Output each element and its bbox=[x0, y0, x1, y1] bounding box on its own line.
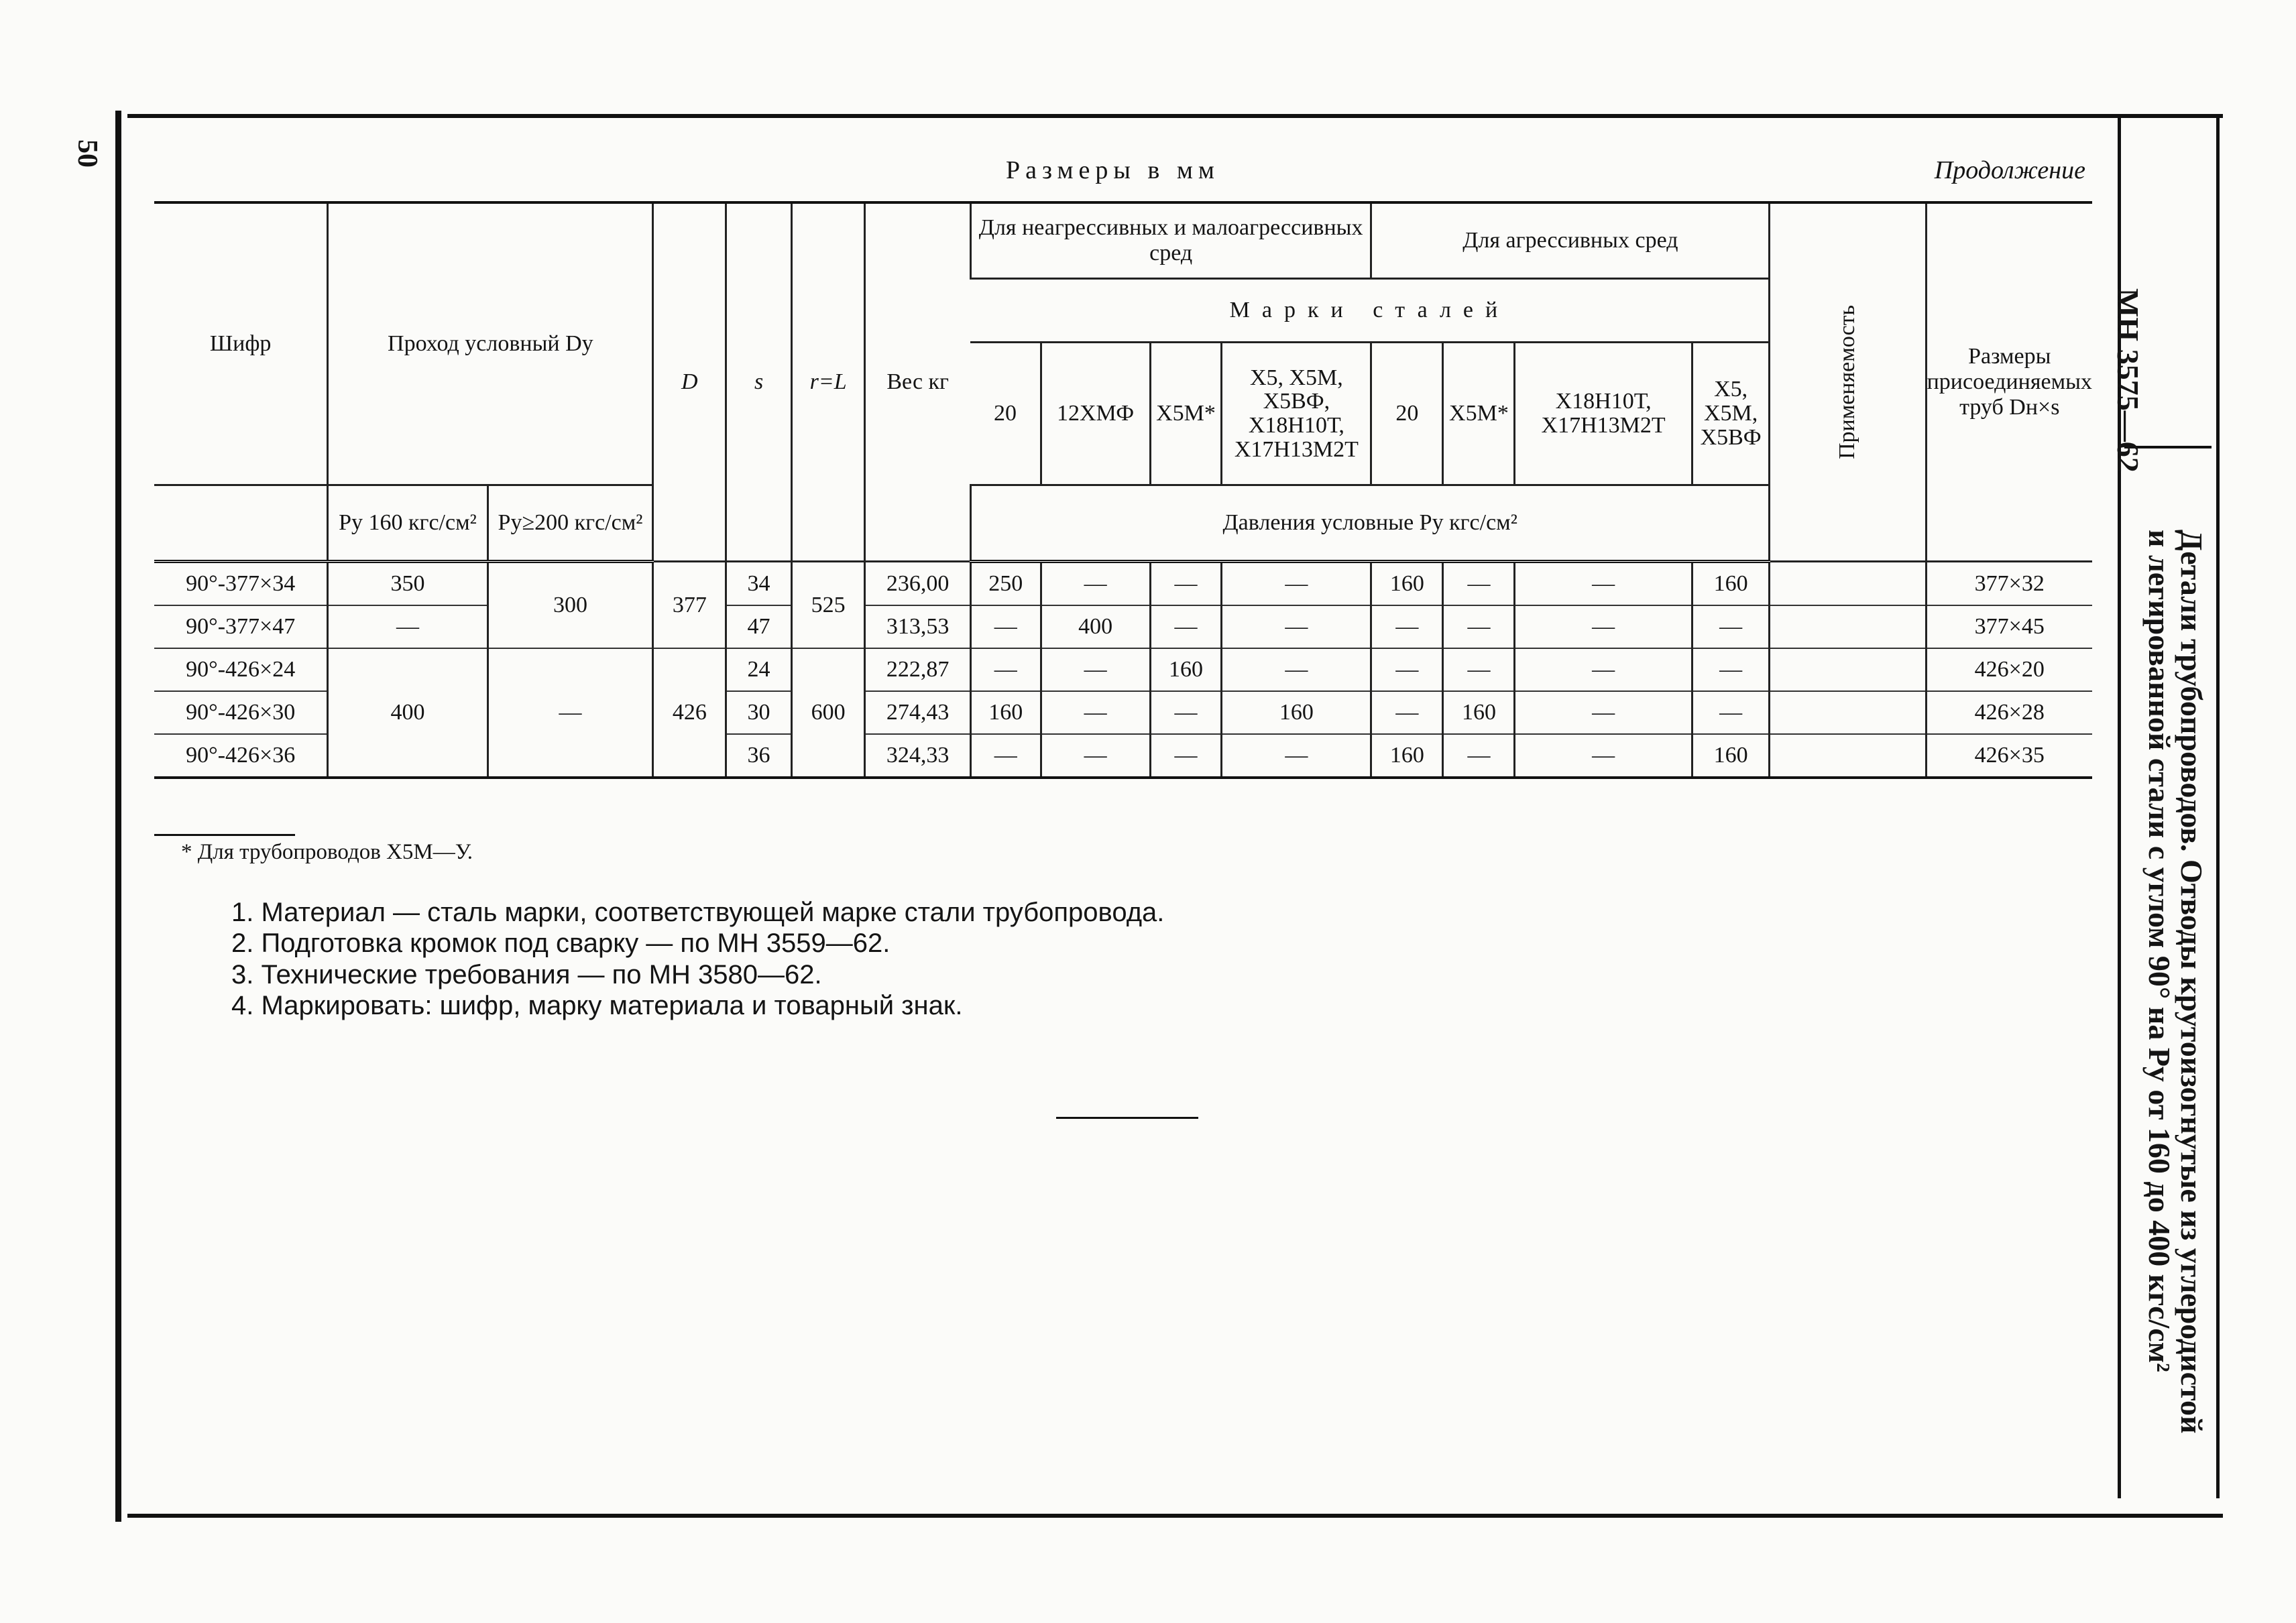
header-pipe-sizes: Размеры присоединяемых труб Dн×s bbox=[1926, 202, 2092, 562]
applicability-cell bbox=[1770, 605, 1926, 648]
header-cipher: Шифр bbox=[154, 202, 328, 485]
grade-header: Х5М* bbox=[1443, 343, 1515, 485]
header-s: s bbox=[726, 202, 792, 562]
pressure-cell: 160 bbox=[1371, 562, 1443, 606]
s-cell: 30 bbox=[726, 691, 792, 734]
pressure-cell: 160 bbox=[1150, 648, 1222, 691]
header-D: D bbox=[653, 202, 726, 562]
pressure-cell: — bbox=[1443, 648, 1515, 691]
cipher-cell: 90°-377×34 bbox=[154, 562, 328, 606]
header-py160: Pу 160 кгс/см² bbox=[328, 485, 487, 562]
pipe-size-cell: 426×28 bbox=[1926, 691, 2092, 734]
grade-header: 20 bbox=[970, 343, 1041, 485]
pressure-cell: — bbox=[1515, 605, 1692, 648]
applicability-cell bbox=[1770, 648, 1926, 691]
s-cell: 47 bbox=[726, 605, 792, 648]
pressure-cell: — bbox=[1515, 562, 1692, 606]
pressure-cell: — bbox=[1041, 562, 1150, 606]
frame-bottom-rule bbox=[127, 1514, 2223, 1518]
s-cell: 34 bbox=[726, 562, 792, 606]
header-pressures: Давления условные Pу кгс/см² bbox=[970, 485, 1769, 562]
header-non-aggressive: Для неагрессивных и малоагрессивных сред bbox=[970, 202, 1371, 279]
grade-header: 12ХМФ bbox=[1041, 343, 1150, 485]
title-line-2: и легированной стали с углом 90° на Pу от 160 до 400 кгс/см² bbox=[2142, 530, 2177, 1372]
pressure-cell: — bbox=[1222, 648, 1371, 691]
table-row bbox=[154, 605, 2092, 648]
cipher-cell: 90°-426×24 bbox=[154, 648, 328, 691]
page-number: 50 bbox=[72, 139, 103, 168]
document-title bbox=[2142, 530, 2207, 1468]
pressure-cell: — bbox=[970, 734, 1041, 778]
note-item: 1. Материал — сталь марки, соответствующей марке стали трубопровода. bbox=[231, 898, 1165, 927]
s-cell: 24 bbox=[726, 648, 792, 691]
pipe-size-cell: 426×35 bbox=[1926, 734, 2092, 778]
pressure-cell: — bbox=[1041, 648, 1150, 691]
dy200-cell: — bbox=[487, 648, 653, 778]
header-applicability: Применяемость bbox=[1770, 202, 1926, 562]
pressure-cell: — bbox=[1692, 605, 1770, 648]
header-weight: Вес кг bbox=[865, 202, 971, 562]
header-aggressive: Для агрессивных сред bbox=[1371, 202, 1770, 279]
pressure-cell: 250 bbox=[970, 562, 1041, 606]
notes-list bbox=[231, 897, 1164, 1022]
weight-cell: 222,87 bbox=[865, 648, 971, 691]
grade-header: Х5, Х5М, Х5ВФ, Х18Н10Т, Х17Н13М2Т bbox=[1222, 343, 1371, 485]
applicability-cell bbox=[1770, 691, 1926, 734]
pressure-cell: — bbox=[970, 605, 1041, 648]
note-item: 3. Технические требования — по МН 3580—62. bbox=[231, 959, 822, 989]
table-row bbox=[154, 648, 2092, 691]
frame-outer-right-rule bbox=[2216, 117, 2220, 1498]
pressure-cell: — bbox=[1222, 734, 1371, 778]
pressure-cell: — bbox=[1150, 691, 1222, 734]
table-caption bbox=[154, 156, 2085, 196]
pipe-size-cell: 377×32 bbox=[1926, 562, 2092, 606]
footnote: * Для трубопроводов Х5М—У. bbox=[181, 840, 473, 864]
note-item: 2. Подготовка кромок под сварку — по МН 3559—62. bbox=[231, 928, 891, 959]
pressure-cell: 160 bbox=[1692, 562, 1770, 606]
pressure-cell: — bbox=[1222, 605, 1371, 648]
frame-top-rule bbox=[127, 114, 2223, 118]
pressure-cell: — bbox=[1515, 691, 1692, 734]
weight-cell: 313,53 bbox=[865, 605, 971, 648]
header-nominal-pass: Проход условный Dу bbox=[328, 202, 653, 485]
applicability-cell bbox=[1770, 734, 1926, 778]
rL-cell: 600 bbox=[791, 648, 865, 778]
applicability-cell bbox=[1770, 562, 1926, 606]
grade-header: Х5, Х5М, Х5ВФ bbox=[1692, 343, 1770, 485]
pressure-cell: 400 bbox=[1041, 605, 1150, 648]
table-row bbox=[154, 562, 2092, 606]
pressure-cell: — bbox=[1222, 562, 1371, 606]
D-cell: 377 bbox=[653, 562, 726, 649]
pressure-cell: — bbox=[1515, 648, 1692, 691]
pipe-size-cell: 426×20 bbox=[1926, 648, 2092, 691]
dy200-cell: 300 bbox=[487, 562, 653, 649]
end-rule bbox=[1056, 1117, 1198, 1119]
pressure-cell: — bbox=[1371, 691, 1443, 734]
grade-header: 20 bbox=[1371, 343, 1443, 485]
pressure-cell: — bbox=[1041, 734, 1150, 778]
continued-caption: Продолжение bbox=[1934, 156, 2085, 184]
pressure-cell: — bbox=[1150, 605, 1222, 648]
grade-header: Х18Н10Т, Х17Н13М2Т bbox=[1515, 343, 1692, 485]
frame-left-rule bbox=[115, 111, 121, 1522]
pressure-cell: — bbox=[1443, 562, 1515, 606]
pressure-cell: — bbox=[1443, 605, 1515, 648]
D-cell: 426 bbox=[653, 648, 726, 778]
weight-cell: 324,33 bbox=[865, 734, 971, 778]
pressure-cell: 160 bbox=[970, 691, 1041, 734]
footnote-rule bbox=[154, 834, 295, 836]
pressure-cell: 160 bbox=[1371, 734, 1443, 778]
pressure-cell: — bbox=[1692, 691, 1770, 734]
standard-code: МН 3575—62 bbox=[2111, 288, 2145, 473]
note-item: 4. Маркировать: шифр, марку материала и товарный знак. bbox=[231, 991, 963, 1021]
pressure-cell: — bbox=[1041, 691, 1150, 734]
pressure-cell: — bbox=[1443, 734, 1515, 778]
cipher-spacer bbox=[154, 485, 328, 562]
dy160-cell: — bbox=[328, 605, 487, 648]
pressure-cell: — bbox=[970, 648, 1041, 691]
pressure-cell: — bbox=[1692, 648, 1770, 691]
pressure-cell: 160 bbox=[1443, 691, 1515, 734]
dy160-cell: 350 bbox=[328, 562, 487, 606]
cipher-cell: 90°-426×30 bbox=[154, 691, 328, 734]
pressure-cell: — bbox=[1371, 648, 1443, 691]
header-rL: r=L bbox=[791, 202, 865, 562]
pipe-size-cell: 377×45 bbox=[1926, 605, 2092, 648]
pressure-cell: — bbox=[1150, 734, 1222, 778]
pressure-cell: 160 bbox=[1222, 691, 1371, 734]
weight-cell: 274,43 bbox=[865, 691, 971, 734]
pressure-cell: — bbox=[1150, 562, 1222, 606]
header-py200: Pу≥200 кгс/см² bbox=[487, 485, 653, 562]
data-table bbox=[154, 201, 2092, 779]
s-cell: 36 bbox=[726, 734, 792, 778]
dy160-cell: 400 bbox=[328, 648, 487, 778]
cipher-cell: 90°-426×36 bbox=[154, 734, 328, 778]
pressure-cell: — bbox=[1371, 605, 1443, 648]
cipher-cell: 90°-377×47 bbox=[154, 605, 328, 648]
title-line-1: Детали трубопроводов. Отводы крутоизогнутые из углеродистой bbox=[2175, 530, 2209, 1434]
grade-header: Х5М* bbox=[1150, 343, 1222, 485]
pressure-cell: — bbox=[1515, 734, 1692, 778]
weight-cell: 236,00 bbox=[865, 562, 971, 606]
sizes-caption: Размеры в мм bbox=[1006, 156, 1220, 184]
header-steel-grades: Марки сталей bbox=[970, 279, 1769, 343]
pressure-cell: 160 bbox=[1692, 734, 1770, 778]
rL-cell: 525 bbox=[791, 562, 865, 649]
